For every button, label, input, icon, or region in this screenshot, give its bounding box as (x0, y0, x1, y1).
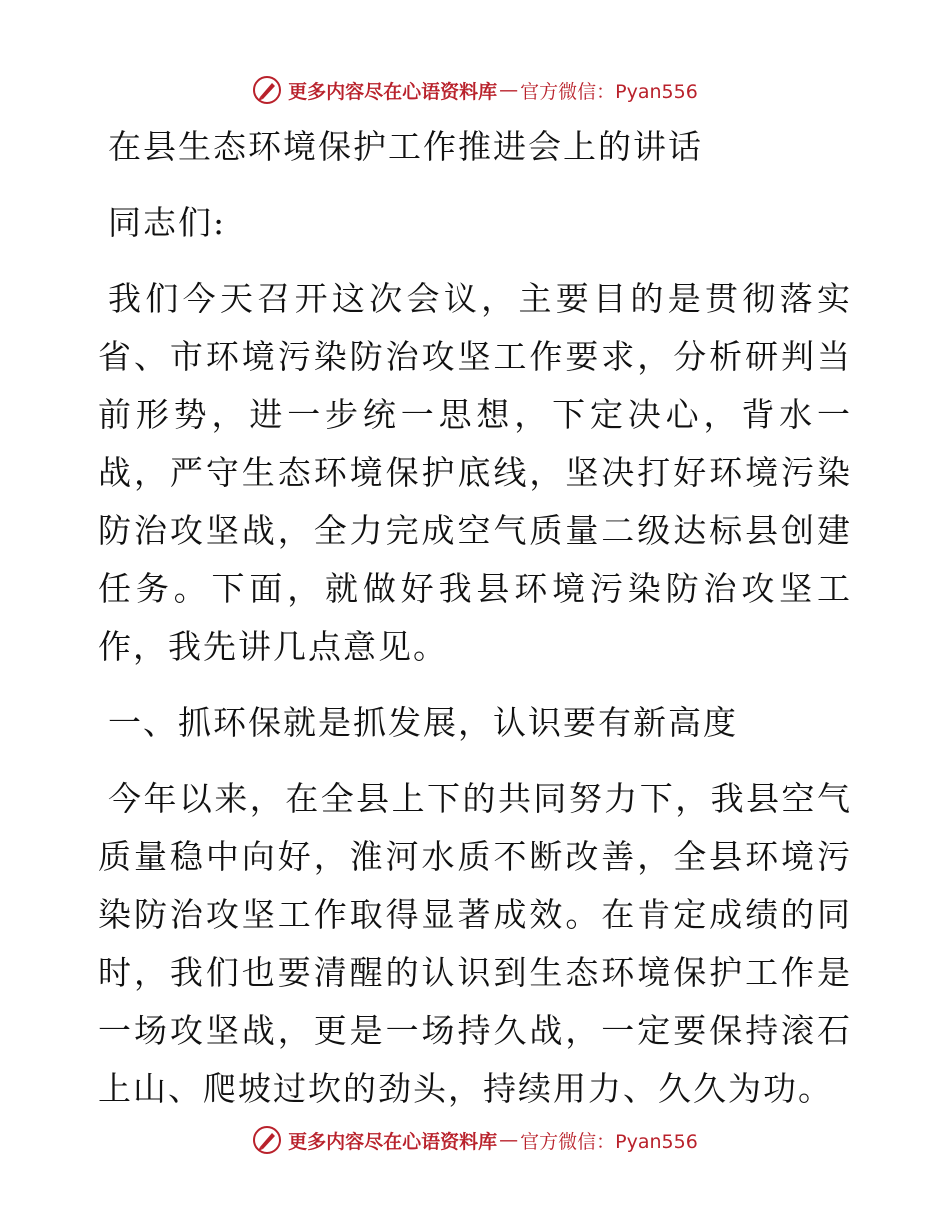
document-body (98, 118, 852, 1118)
quill-logo-icon (252, 75, 282, 105)
section-heading-1: 一、抓环保就是抓发展，认识要有新高度 (108, 703, 738, 742)
banner-separator: — (499, 79, 519, 101)
header-banner (0, 70, 950, 110)
salutation: 同志们: (108, 203, 227, 242)
document-title: 在县生态环境保护工作推进会上的讲话 (108, 127, 703, 166)
footer-banner (0, 1120, 950, 1160)
banner-wechat-text: 官方微信：Pyan556 (520, 80, 698, 103)
banner-main-text: 更多内容尽在心语资料库 (288, 80, 498, 103)
paragraph-1: 我们今天召开这次会议，主要目的是贯彻落实省、市环境污染防治攻坚工作要求，分析研判当前形势，进一步统一思想，下定决心，背水一战，严守生态环境保护底线，坚决打好环境污染防治攻坚战，全力完成空气质量二级达标县创建任务。下面，就做好我县环境污染防治攻坚工作，我先讲几点意见。 (98, 279, 852, 666)
banner-main-text: 更多内容尽在心语资料库 (288, 1130, 498, 1153)
banner-wechat-text: 官方微信：Pyan556 (520, 1130, 698, 1153)
banner-separator: — (499, 1129, 519, 1151)
paragraph-2: 今年以来，在全县上下的共同努力下，我县空气质量稳中向好，淮河水质不断改善，全县环境污染防治攻坚工作取得显著成效。在肯定成绩的同时，我们也要清醒的认识到生态环境保护工作是一场攻坚战，更是一场持久战，一定要保持滚石上山、爬坡过坎的劲头，持续用力、久久为功。 (98, 779, 852, 1108)
quill-logo-icon (252, 1125, 282, 1155)
